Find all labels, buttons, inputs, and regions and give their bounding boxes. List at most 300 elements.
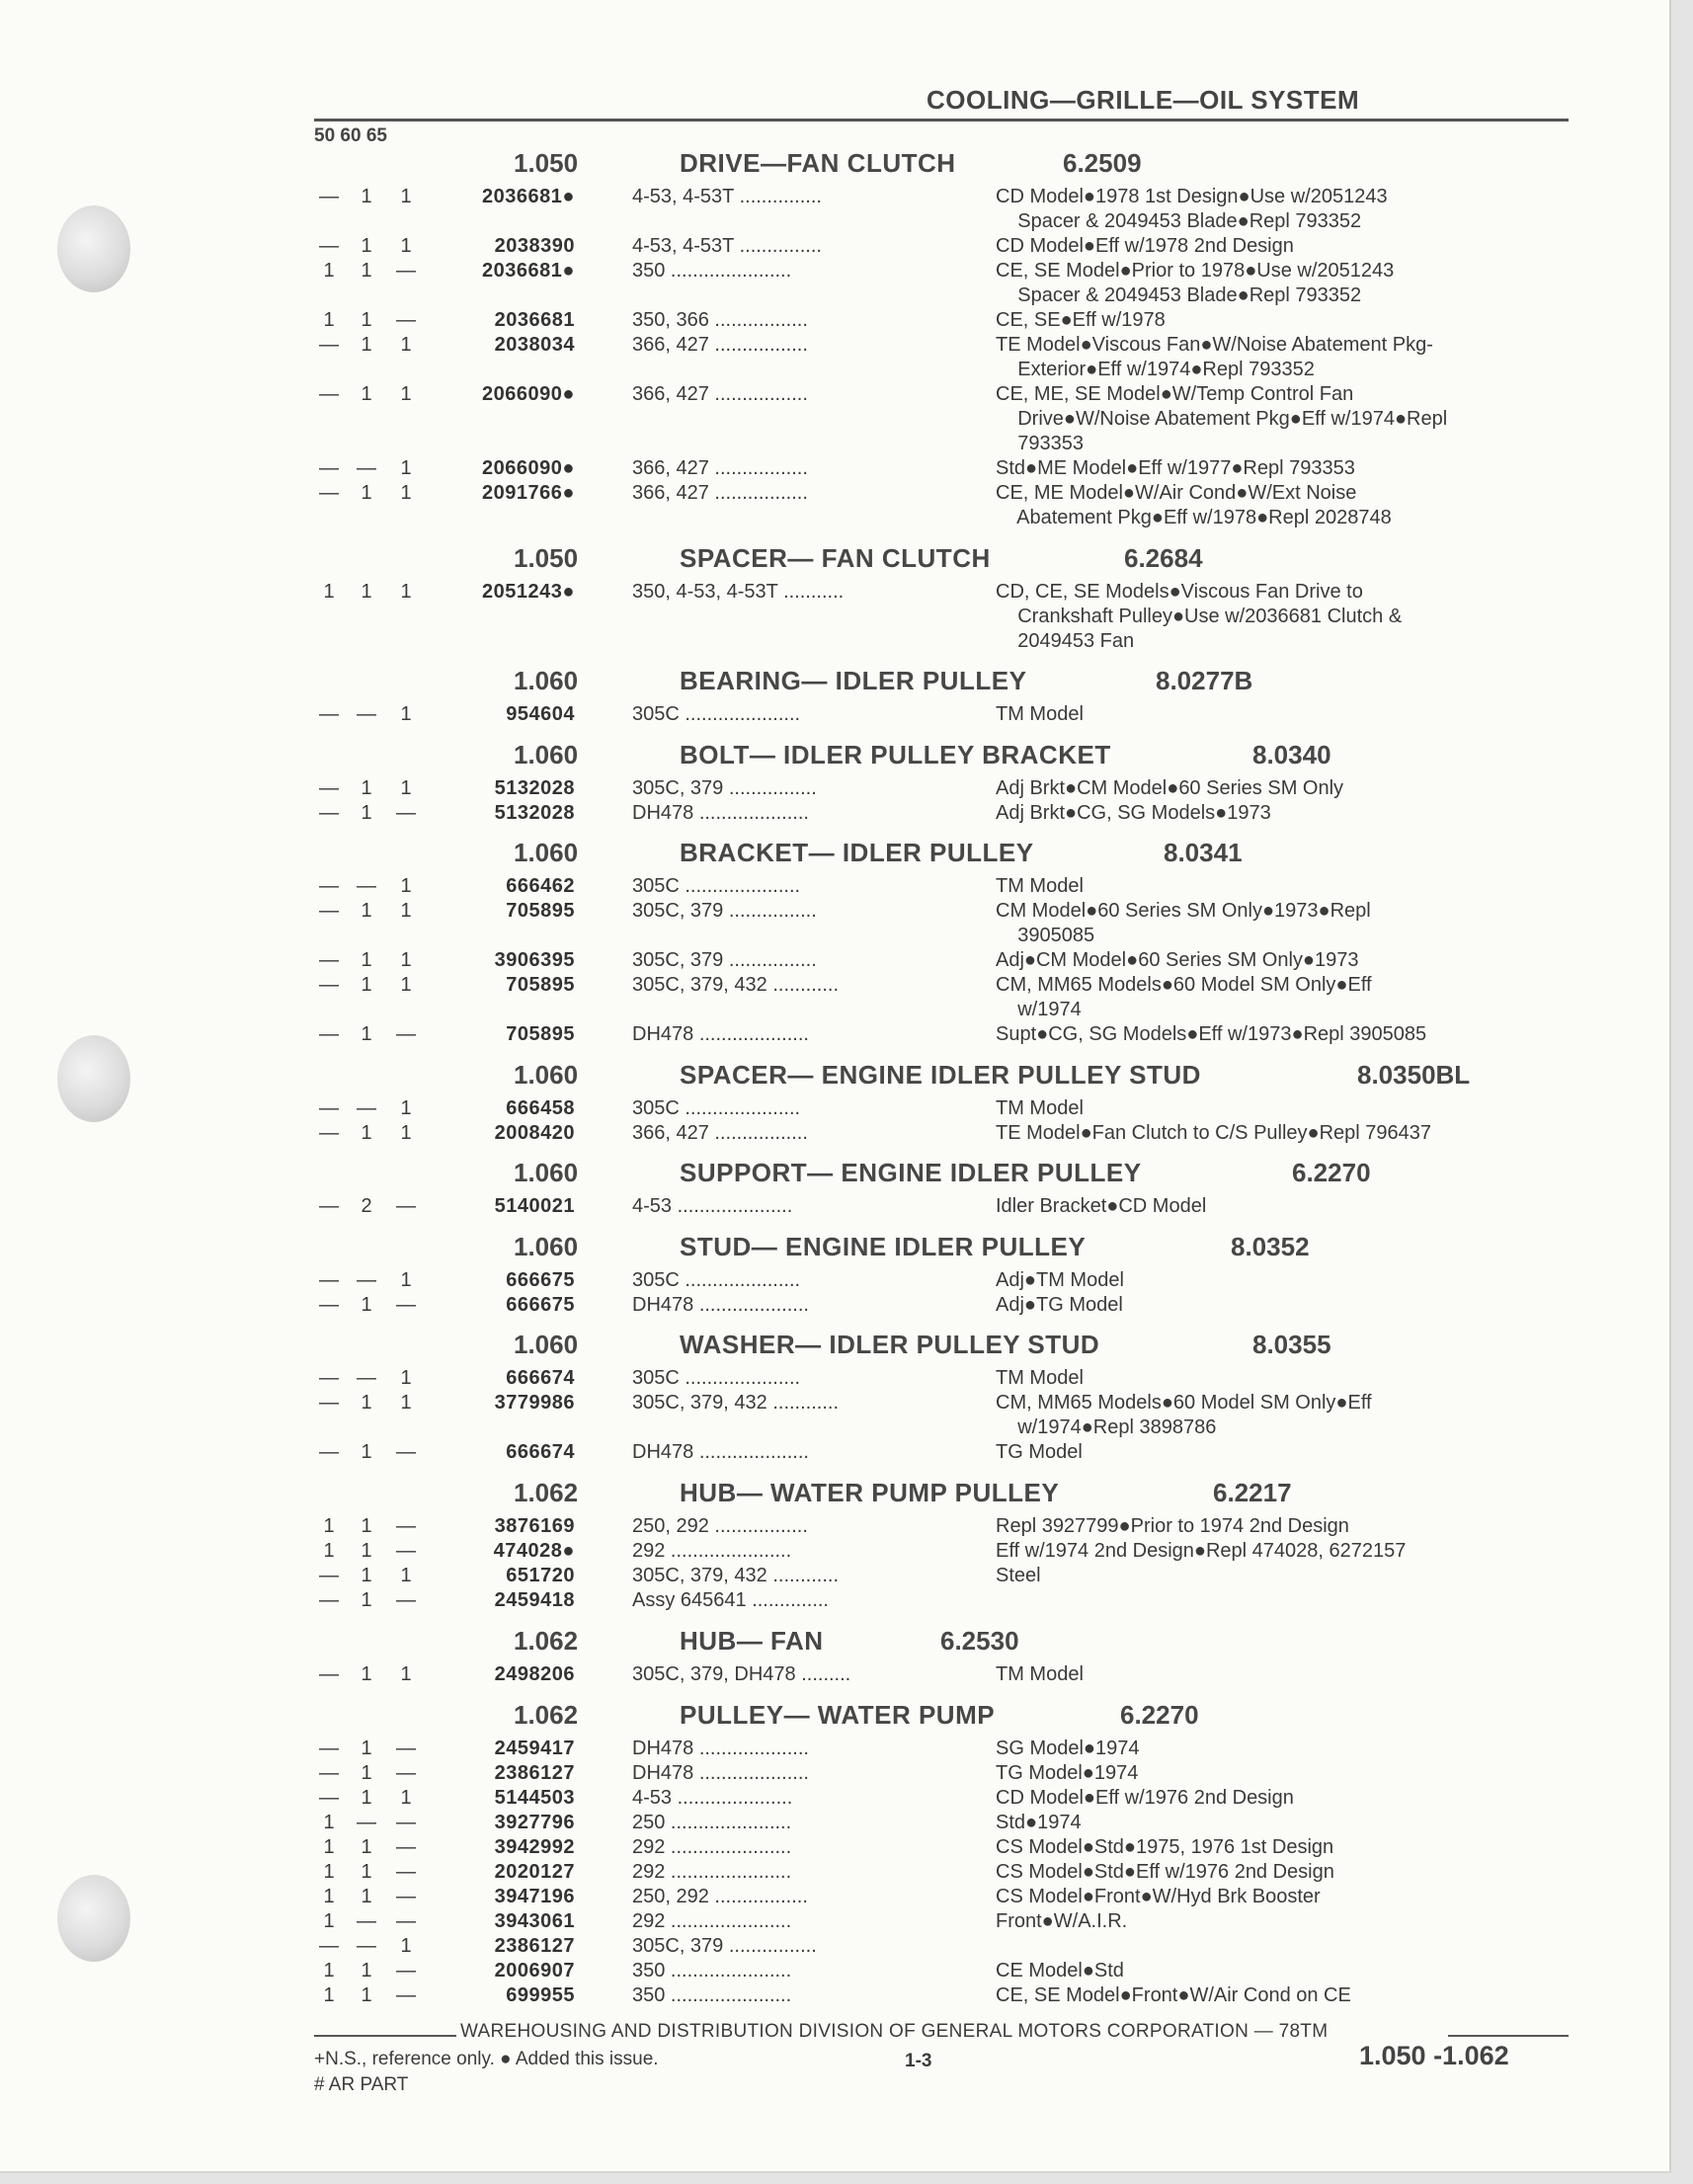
part-number: 5132028: [494, 802, 575, 824]
page-title: COOLING—GRILLE—OIL SYSTEM: [927, 85, 1360, 115]
quantity-50: 1: [323, 1812, 335, 1833]
engine-model: 366, 427 .................: [632, 482, 808, 504]
quantity-50: —: [319, 1294, 339, 1316]
quantity-60: —: [357, 875, 376, 897]
part-number: 699955: [506, 1984, 575, 2006]
engine-model: 366, 427 .................: [632, 334, 808, 356]
reference-number: 6.2509: [1063, 148, 1142, 178]
reference-number: 8.0340: [1252, 740, 1331, 769]
quantity-50: —: [319, 900, 339, 922]
part-description: TE Model●Fan Clutch to C/S Pulley●Repl 796437: [996, 1122, 1432, 1144]
quantity-60: 1: [361, 1663, 372, 1685]
part-description: Adj Brkt●CG, SG Models●1973: [996, 802, 1271, 824]
part-name: SUPPORT— ENGINE IDLER PULLEY: [680, 1158, 1142, 1187]
quantity-50: —: [319, 1565, 339, 1586]
part-number: 5140021: [494, 1195, 575, 1217]
quantity-50: —: [319, 777, 339, 799]
part-description: Adj●CM Model●60 Series SM Only●1973: [996, 949, 1359, 971]
reference-number: 6.2530: [940, 1626, 1019, 1656]
part-name: WASHER— IDLER PULLEY STUD: [680, 1330, 1100, 1359]
quantity-65: —: [396, 309, 416, 331]
engine-model: 350 ......................: [632, 1960, 792, 1982]
quantity-60: 1: [361, 309, 372, 331]
quantity-60: 1: [361, 1861, 372, 1883]
engine-model: 4-53 .....................: [632, 1195, 793, 1217]
part-number: 5132028: [494, 777, 575, 799]
quantity-60: —: [357, 1367, 376, 1389]
part-number: 2006907: [494, 1960, 575, 1982]
group-code: 1.060: [514, 1060, 579, 1090]
quantity-60: 1: [361, 186, 372, 207]
part-number: 3906395: [494, 949, 575, 971]
quantity-60: 1: [361, 1122, 372, 1144]
group-code: 1.062: [514, 1478, 579, 1507]
part-number: 2008420: [494, 1122, 575, 1144]
quantity-60: 1: [361, 1738, 372, 1759]
engine-model: 305C, 379, DH478 .........: [632, 1663, 851, 1685]
quantity-50: —: [319, 482, 339, 504]
reference-number: 6.2217: [1213, 1478, 1292, 1507]
part-number: 3947196: [494, 1886, 575, 1907]
quantity-50: —: [319, 1589, 339, 1611]
part-description: CS Model●Std●Eff w/1976 2nd Design: [996, 1861, 1334, 1883]
quantity-60: 1: [361, 802, 372, 824]
reference-number: 8.0277B: [1156, 666, 1253, 695]
part-description: CD Model●Eff w/1978 2nd Design: [996, 235, 1294, 257]
reference-number: 8.0350BL: [1357, 1060, 1471, 1090]
engine-model: 366, 427 .................: [632, 1122, 808, 1144]
part-number: 3942992: [494, 1836, 575, 1858]
quantity-60: 1: [361, 383, 372, 405]
section-header: [314, 666, 1569, 699]
engine-model: 305C, 379, 432 ............: [632, 1565, 840, 1586]
quantity-60: 1: [361, 1441, 372, 1463]
engine-model: DH478 ....................: [632, 1738, 809, 1759]
part-description: Repl 3927799●Prior to 1974 2nd Design: [996, 1515, 1349, 1537]
quantity-50: 1: [323, 260, 335, 282]
binder-hole: [57, 205, 130, 292]
quantity-50: 1: [323, 1540, 335, 1562]
page-number: 1-3: [905, 2051, 932, 2071]
quantity-65: 1: [400, 1787, 412, 1809]
part-description: Steel: [996, 1565, 1041, 1586]
quantity-50: 1: [323, 1984, 335, 2006]
section-header: [314, 1700, 1569, 1734]
part-number: 2038390: [494, 235, 575, 257]
engine-model: DH478 ....................: [632, 1762, 809, 1784]
quantity-65: —: [396, 1540, 416, 1562]
part-number: 666458: [506, 1097, 575, 1119]
quantity-60: —: [357, 703, 376, 725]
quantity-60: 1: [361, 235, 372, 257]
engine-model: 305C .....................: [632, 1367, 801, 1389]
quantity-65: —: [396, 1762, 416, 1784]
part-description: TG Model●1974: [996, 1762, 1139, 1784]
quantity-50: 1: [323, 1886, 335, 1907]
quantity-50: 1: [323, 581, 335, 603]
quantity-50: —: [319, 1392, 339, 1414]
engine-model: DH478 ....................: [632, 1023, 809, 1045]
part-description: Adj Brkt●CM Model●60 Series SM Only: [996, 777, 1344, 799]
quantity-50: —: [319, 1935, 339, 1957]
part-description: CS Model●Std●1975, 1976 1st Design: [996, 1836, 1334, 1858]
part-number: 2038034: [494, 334, 575, 356]
section-header: [314, 543, 1569, 577]
part-name: SPACER— FAN CLUTCH: [680, 543, 991, 573]
part-name: STUD— ENGINE IDLER PULLEY: [680, 1232, 1087, 1261]
quantity-65: 1: [400, 581, 412, 603]
part-description: CD Model●Eff w/1976 2nd Design: [996, 1787, 1294, 1809]
part-number: 5144503: [494, 1787, 575, 1809]
quantity-65: 1: [400, 1565, 412, 1586]
quantity-50: —: [319, 1122, 339, 1144]
part-description: CE, SE Model●Prior to 1978●Use w/2051243 Spacer & 2049453 Blade●Repl 793352: [996, 260, 1395, 306]
group-code: 1.060: [514, 666, 579, 695]
quantity-65: 1: [400, 235, 412, 257]
part-number: 3927796: [494, 1812, 575, 1833]
quantity-65: 1: [400, 900, 412, 922]
part-description: Front●W/A.I.R.: [996, 1910, 1128, 1932]
engine-model: 305C, 379, 432 ............: [632, 1392, 840, 1414]
group-range: 1.050 -1.062: [1359, 2041, 1509, 2070]
part-name: BOLT— IDLER PULLEY BRACKET: [680, 740, 1111, 769]
quantity-65: —: [396, 1812, 416, 1833]
quantity-60: 1: [361, 974, 372, 996]
engine-model: 350, 4-53, 4-53T ...........: [632, 581, 845, 603]
footer-note-ns: +N.S., reference only. ● Added this issue.: [314, 2049, 659, 2069]
part-number: 2091766●: [482, 482, 575, 504]
quantity-50: —: [319, 383, 339, 405]
reference-number: 6.2684: [1124, 543, 1203, 573]
quantity-60: —: [357, 1910, 376, 1932]
section-header: [314, 1232, 1569, 1265]
quantity-65: —: [396, 1738, 416, 1759]
engine-model: 4-53, 4-53T ...............: [632, 186, 822, 207]
footer-rule-left: [314, 2035, 456, 2037]
part-description: Std●1974: [996, 1812, 1082, 1833]
part-number: 3876169: [494, 1515, 575, 1537]
part-number: 2498206: [494, 1663, 575, 1685]
quantity-50: 1: [323, 1515, 335, 1537]
engine-model: DH478 ....................: [632, 1441, 809, 1463]
quantity-50: 1: [323, 1836, 335, 1858]
part-name: DRIVE—FAN CLUTCH: [680, 148, 956, 178]
part-number: 3779986: [494, 1392, 575, 1414]
part-description: CM, MM65 Models●60 Model SM Only●Eff w/1974: [996, 974, 1372, 1020]
engine-model: 350, 366 .................: [632, 309, 808, 331]
quantity-60: 1: [361, 900, 372, 922]
quantity-65: 1: [400, 949, 412, 971]
quantity-65: 1: [400, 875, 412, 897]
section-header: [314, 1478, 1569, 1511]
reference-number: 6.2270: [1120, 1700, 1199, 1730]
quantity-50: 1: [323, 1910, 335, 1932]
part-number: 2051243●: [482, 581, 575, 603]
quantity-65: 1: [400, 703, 412, 725]
quantity-column-header: 50 60 65: [314, 125, 387, 146]
part-description: CE, SE●Eff w/1978: [996, 309, 1166, 331]
quantity-65: —: [396, 1910, 416, 1932]
part-number: 954604: [506, 703, 575, 725]
reference-number: 8.0355: [1252, 1330, 1331, 1359]
quantity-65: 1: [400, 457, 412, 479]
part-number: 2036681●: [482, 186, 575, 207]
reference-number: 8.0341: [1164, 838, 1243, 867]
section-header: [314, 740, 1569, 773]
quantity-65: 1: [400, 383, 412, 405]
quantity-50: 1: [323, 1960, 335, 1982]
part-number: 705895: [506, 900, 575, 922]
part-number: 2459417: [494, 1738, 575, 1759]
part-number: 2386127: [494, 1935, 575, 1957]
quantity-65: 1: [400, 1269, 412, 1291]
quantity-60: —: [357, 1935, 376, 1957]
group-code: 1.062: [514, 1626, 579, 1656]
engine-model: DH478 ....................: [632, 1294, 809, 1316]
part-name: BEARING— IDLER PULLEY: [680, 666, 1027, 695]
part-description: Std●ME Model●Eff w/1977●Repl 793353: [996, 457, 1355, 479]
quantity-60: 1: [361, 1836, 372, 1858]
engine-model: 305C, 379 ................: [632, 949, 817, 971]
quantity-50: 1: [323, 309, 335, 331]
quantity-60: 1: [361, 1589, 372, 1611]
quantity-60: —: [357, 1097, 376, 1119]
part-number: 705895: [506, 1023, 575, 1045]
engine-model: Assy 645641 ..............: [632, 1589, 829, 1611]
part-name: PULLEY— WATER PUMP: [680, 1700, 996, 1730]
part-description: TM Model: [996, 1097, 1084, 1119]
quantity-65: —: [396, 802, 416, 824]
quantity-60: 1: [361, 482, 372, 504]
group-code: 1.050: [514, 543, 579, 573]
part-number: 2020127: [494, 1861, 575, 1883]
part-description: CE, ME, SE Model●W/Temp Control Fan Drive●W/Noise Abatement Pkg●Eff w/1974●Repl 793353: [996, 383, 1448, 454]
engine-model: 250, 292 .................: [632, 1886, 808, 1907]
part-number: 2066090●: [482, 457, 575, 479]
group-code: 1.060: [514, 1158, 579, 1187]
part-description: Eff w/1974 2nd Design●Repl 474028, 6272157: [996, 1540, 1407, 1562]
quantity-60: 1: [361, 1565, 372, 1586]
engine-model: 305C .....................: [632, 1269, 801, 1291]
quantity-60: 1: [361, 1023, 372, 1045]
quantity-60: —: [357, 457, 376, 479]
section-header: [314, 1060, 1569, 1093]
binder-hole: [57, 1875, 130, 1962]
quantity-60: 1: [361, 777, 372, 799]
engine-model: 305C .....................: [632, 875, 801, 897]
engine-model: 250, 292 .................: [632, 1515, 808, 1537]
part-description: TG Model: [996, 1441, 1083, 1463]
engine-model: 350 ......................: [632, 260, 792, 282]
section-header: [314, 1158, 1569, 1191]
quantity-60: 1: [361, 581, 372, 603]
part-description: Adj●TM Model: [996, 1269, 1124, 1291]
quantity-65: —: [396, 1589, 416, 1611]
reference-number: 8.0352: [1231, 1232, 1310, 1261]
reference-number: 6.2270: [1292, 1158, 1371, 1187]
group-code: 1.060: [514, 1232, 579, 1261]
part-number: 666462: [506, 875, 575, 897]
quantity-50: —: [319, 334, 339, 356]
section-header: [314, 838, 1569, 871]
quantity-60: 1: [361, 1294, 372, 1316]
quantity-50: —: [319, 703, 339, 725]
part-description: CE Model●Std: [996, 1960, 1124, 1982]
group-code: 1.050: [514, 148, 579, 178]
engine-model: 366, 427 .................: [632, 383, 808, 405]
engine-model: 305C .....................: [632, 1097, 801, 1119]
quantity-65: —: [396, 1886, 416, 1907]
part-name: SPACER— ENGINE IDLER PULLEY STUD: [680, 1060, 1201, 1090]
engine-model: 305C, 379 ................: [632, 1935, 817, 1957]
engine-model: 292 ......................: [632, 1540, 792, 1562]
part-description: Adj●TG Model: [996, 1294, 1123, 1316]
quantity-50: —: [319, 1762, 339, 1784]
engine-model: 305C, 379 ................: [632, 900, 817, 922]
quantity-60: 1: [361, 1515, 372, 1537]
engine-model: 366, 427 .................: [632, 457, 808, 479]
engine-model: 305C, 379 ................: [632, 777, 817, 799]
quantity-50: 1: [323, 1861, 335, 1883]
engine-model: 292 ......................: [632, 1861, 792, 1883]
quantity-65: 1: [400, 1122, 412, 1144]
part-description: CM Model●60 Series SM Only●1973●Repl 3905085: [996, 900, 1371, 946]
quantity-65: 1: [400, 1097, 412, 1119]
quantity-60: 1: [361, 1984, 372, 2006]
quantity-65: —: [396, 1441, 416, 1463]
quantity-65: —: [396, 260, 416, 282]
footer-rule-right: [1448, 2035, 1569, 2037]
quantity-60: 1: [361, 334, 372, 356]
quantity-50: —: [319, 875, 339, 897]
quantity-65: —: [396, 1960, 416, 1982]
group-code: 1.060: [514, 1330, 579, 1359]
part-description: TM Model: [996, 1367, 1084, 1389]
quantity-60: 1: [361, 260, 372, 282]
group-code: 1.062: [514, 1700, 579, 1730]
quantity-50: —: [319, 974, 339, 996]
part-number: 666674: [506, 1367, 575, 1389]
part-description: CD, CE, SE Models●Viscous Fan Drive to Crankshaft Pulley●Use w/2036681 Clutch & 2049453 Fan: [996, 581, 1403, 652]
quantity-65: 1: [400, 1392, 412, 1414]
quantity-65: —: [396, 1515, 416, 1537]
engine-model: 250 ......................: [632, 1812, 792, 1833]
part-name: HUB— WATER PUMP PULLEY: [680, 1478, 1060, 1507]
engine-model: 305C, 379, 432 ............: [632, 974, 840, 996]
engine-model: 292 ......................: [632, 1910, 792, 1932]
part-description: Idler Bracket●CD Model: [996, 1195, 1207, 1217]
quantity-60: 1: [361, 1787, 372, 1809]
footer-division-text: WAREHOUSING AND DISTRIBUTION DIVISION OF GENERAL MOTORS CORPORATION — 78TM: [460, 2021, 1329, 2042]
quantity-50: —: [319, 1269, 339, 1291]
engine-model: 305C .....................: [632, 703, 801, 725]
quantity-65: —: [396, 1984, 416, 2006]
part-number: 651720: [506, 1565, 575, 1586]
engine-model: DH478 ....................: [632, 802, 809, 824]
part-description: TE Model●Viscous Fan●W/Noise Abatement Pkg- Exterior●Eff w/1974●Repl 793352: [996, 334, 1433, 380]
part-number: 3943061: [494, 1910, 575, 1932]
part-number: 474028●: [493, 1540, 575, 1562]
quantity-60: 1: [361, 1960, 372, 1982]
quantity-60: 1: [361, 1540, 372, 1562]
quantity-60: 1: [361, 1392, 372, 1414]
part-number: 2036681●: [482, 260, 575, 282]
part-name: BRACKET— IDLER PULLEY: [680, 838, 1034, 867]
quantity-60: 2: [361, 1195, 372, 1217]
quantity-50: —: [319, 457, 339, 479]
quantity-60: —: [357, 1269, 376, 1291]
quantity-50: —: [319, 1738, 339, 1759]
engine-model: 4-53 .....................: [632, 1787, 793, 1809]
section-header: [314, 1626, 1569, 1659]
quantity-50: —: [319, 1441, 339, 1463]
quantity-60: —: [357, 1812, 376, 1833]
quantity-65: 1: [400, 974, 412, 996]
quantity-65: 1: [400, 1367, 412, 1389]
engine-model: 350 ......................: [632, 1984, 792, 2006]
engine-model: 4-53, 4-53T ...............: [632, 235, 822, 257]
quantity-65: —: [396, 1836, 416, 1858]
quantity-50: —: [319, 235, 339, 257]
part-description: CD Model●1978 1st Design●Use w/2051243 Spacer & 2049453 Blade●Repl 793352: [996, 186, 1388, 232]
quantity-65: 1: [400, 777, 412, 799]
quantity-50: —: [319, 802, 339, 824]
quantity-65: —: [396, 1294, 416, 1316]
quantity-65: 1: [400, 482, 412, 504]
part-number: 666675: [506, 1269, 575, 1291]
binder-hole: [57, 1035, 130, 1122]
part-description: Supt●CG, SG Models●Eff w/1973●Repl 3905085: [996, 1023, 1427, 1045]
part-description: TM Model: [996, 1663, 1084, 1685]
quantity-50: —: [319, 1023, 339, 1045]
quantity-65: —: [396, 1023, 416, 1045]
part-description: SG Model●1974: [996, 1738, 1140, 1759]
quantity-50: —: [319, 1097, 339, 1119]
quantity-65: —: [396, 1195, 416, 1217]
quantity-65: —: [396, 1861, 416, 1883]
part-number: 666674: [506, 1441, 575, 1463]
part-description: TM Model: [996, 875, 1084, 897]
quantity-50: —: [319, 1195, 339, 1217]
section-header: [314, 148, 1569, 182]
part-name: HUB— FAN: [680, 1626, 824, 1656]
quantity-60: 1: [361, 949, 372, 971]
quantity-50: —: [319, 186, 339, 207]
group-code: 1.060: [514, 740, 579, 769]
quantity-50: —: [319, 949, 339, 971]
quantity-60: 1: [361, 1886, 372, 1907]
quantity-50: —: [319, 1367, 339, 1389]
part-description: CE, SE Model●Front●W/Air Cond on CE: [996, 1984, 1351, 2006]
quantity-50: —: [319, 1787, 339, 1809]
part-number: 705895: [506, 974, 575, 996]
part-description: CS Model●Front●W/Hyd Brk Booster: [996, 1886, 1321, 1907]
section-header: [314, 1330, 1569, 1363]
group-code: 1.060: [514, 838, 579, 867]
part-description: CM, MM65 Models●60 Model SM Only●Eff w/1974●Repl 3898786: [996, 1392, 1372, 1438]
quantity-65: 1: [400, 1663, 412, 1685]
quantity-50: —: [319, 1663, 339, 1685]
footer-note-ar: # AR PART: [314, 2074, 409, 2095]
quantity-65: 1: [400, 186, 412, 207]
part-description: TM Model: [996, 703, 1084, 725]
quantity-65: 1: [400, 334, 412, 356]
engine-model: 292 ......................: [632, 1836, 792, 1858]
part-description: CE, ME Model●W/Air Cond●W/Ext Noise Abatement Pkg●Eff w/1978●Repl 2028748: [996, 482, 1392, 528]
quantity-60: 1: [361, 1762, 372, 1784]
part-number: 2386127: [494, 1762, 575, 1784]
part-number: 2459418: [494, 1589, 575, 1611]
